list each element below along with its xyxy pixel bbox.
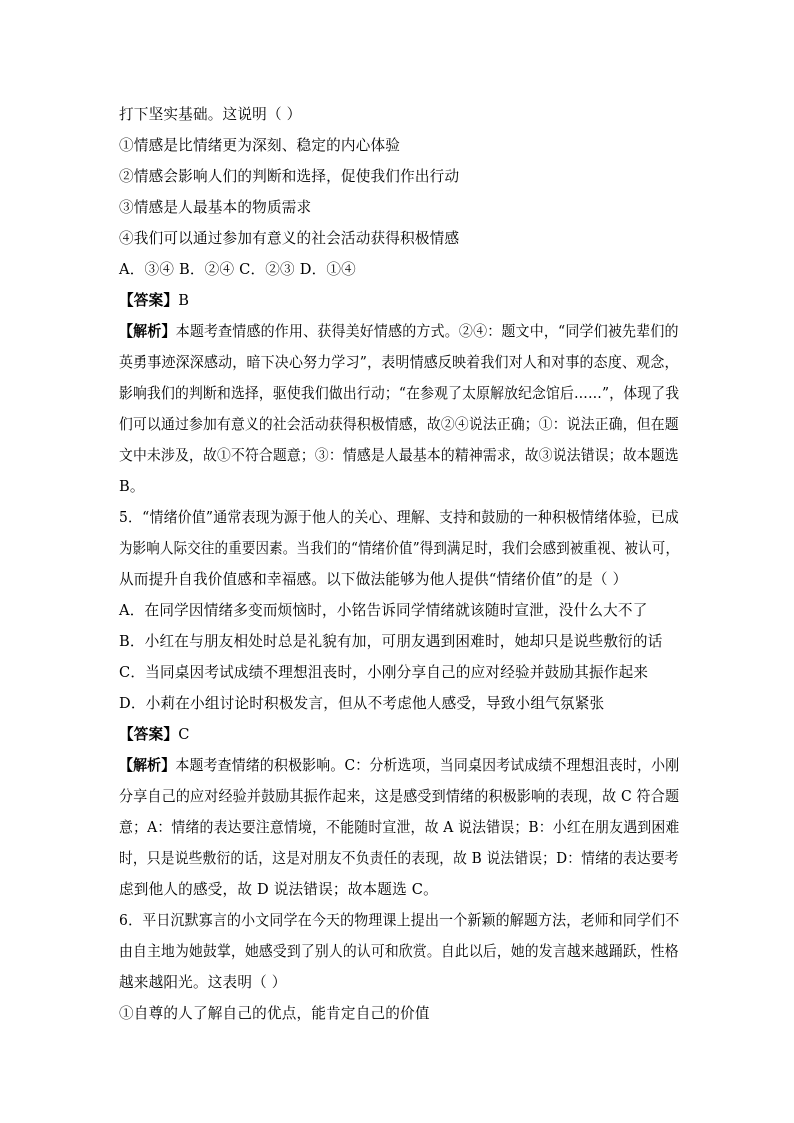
q5-option-d: D．小莉在小组讨论时积极发言，但从不考虑他人感受，导致小组气氛紧张 [119, 695, 605, 712]
answer-value: C [178, 726, 190, 743]
analysis-text: 本题考查情感的作用、获得美好情感的方式。②④：题文中，“同学们被先辈们的 [175, 323, 679, 340]
q5-stem-line-1: 5．“情绪价值”通常表现为源于他人的关心、理解、支持和鼓励的一种积极情绪体验，已成 [119, 509, 679, 526]
q4-option-2: ②情感会影响人们的判断和选择，促使我们作出行动 [119, 168, 460, 185]
analysis-text: 本题考查情绪的积极影响。C：分析选项，当同桌因考试成绩不理想沮丧时，小刚 [175, 757, 680, 774]
q4-analysis-line-3: 影响我们的判断和选择，驱使我们做出行动；“在参观了太原解放纪念馆后……”，体现了我 [119, 385, 680, 402]
q6-stem-line-1: 6．平日沉默寡言的小文同学在今天的物理课上提出一个新颖的解题方法，老师和同学们不 [119, 912, 680, 929]
answer-value: B [178, 292, 190, 309]
q4-choices: A．③④ B．②④ C．②③ D．①④ [119, 261, 356, 278]
q5-stem-line-3: 从而提升自我价值感和幸福感。以下做法能够为他人提供“情绪价值”的是（ ） [119, 571, 628, 588]
q5-answer [119, 725, 190, 745]
q4-stem-end: 打下坚实基础。这说明（ ） [119, 106, 302, 123]
q5-analysis-line-3: 意；A：情绪的表达要注意情境，不能随时宣泄，故 A 说法错误；B：小红在朋友遇到困难 [119, 819, 680, 836]
q5-option-c: C．当同桌因考试成绩不理想沮丧时，小刚分享自己的应对经验并鼓励其振作起来 [119, 664, 649, 681]
q5-analysis-line-5: 虑到他人的感受，故 D 说法错误；故本题选 C。 [119, 881, 438, 898]
analysis-label: 【解析】 [119, 757, 176, 774]
q5-analysis-line-2: 分享自己的应对经验并鼓励其振作起来，这是感受到情绪的积极影响的表现，故 C 符合题 [119, 788, 680, 805]
q6-stem-line-3: 越来越阳光。这表明（ ） [119, 974, 287, 991]
q4-answer [119, 291, 189, 311]
q4-analysis-line-2: 英勇事迹深深感动，暗下决心努力学习”，表明情感反映着我们对人和对事的态度、观念， [119, 354, 679, 371]
q5-stem-line-2: 为影响人际交往的重要因素。当我们的“情绪价值”得到满足时，我们会感到被重视、被认可， [119, 540, 680, 557]
q5-analysis-line-1 [119, 756, 679, 776]
q4-option-4: ④我们可以通过参加有意义的社会活动获得积极情感 [119, 230, 460, 247]
answer-label: 【答案】 [119, 292, 179, 309]
q6-option-1: ①自尊的人了解自己的优点，能肯定自己的价值 [119, 1005, 430, 1022]
q4-option-1: ①情感是比情绪更为深刻、稳定的内心体验 [119, 137, 401, 154]
answer-label: 【答案】 [119, 726, 179, 743]
q5-analysis-line-4: 时，只是说些敷衍的话，这是对朋友不负责任的表现，故 B 说法错误；D：情绪的表达要考 [119, 850, 679, 867]
q4-analysis-line-4: 们可以通过参加有意义的社会活动获得积极情感，故②④说法正确；①：说法正确，但在题 [119, 416, 679, 433]
q4-option-3: ③情感是人最基本的物质需求 [119, 199, 312, 216]
q6-stem-line-2: 由自主地为她鼓掌，她感受到了别人的认可和欣赏。自此以后，她的发言越来越踊跃，性格 [119, 943, 679, 960]
q4-analysis-line-1 [119, 322, 679, 342]
q5-option-b: B．小红在与朋友相处时总是礼貌有加，可朋友遇到困难时，她却只是说些敷衍的话 [119, 633, 663, 650]
analysis-label: 【解析】 [119, 323, 176, 340]
q4-analysis-line-5: 文中未涉及，故①不符合题意；③：情感是人最基本的精神需求，故③说法错误；故本题选 [119, 447, 679, 464]
q5-option-a: A．在同学因情绪多变而烦恼时，小铭告诉同学情绪就该随时宣泄，没什么大不了 [119, 602, 648, 619]
q4-analysis-line-6: B。 [119, 478, 145, 495]
